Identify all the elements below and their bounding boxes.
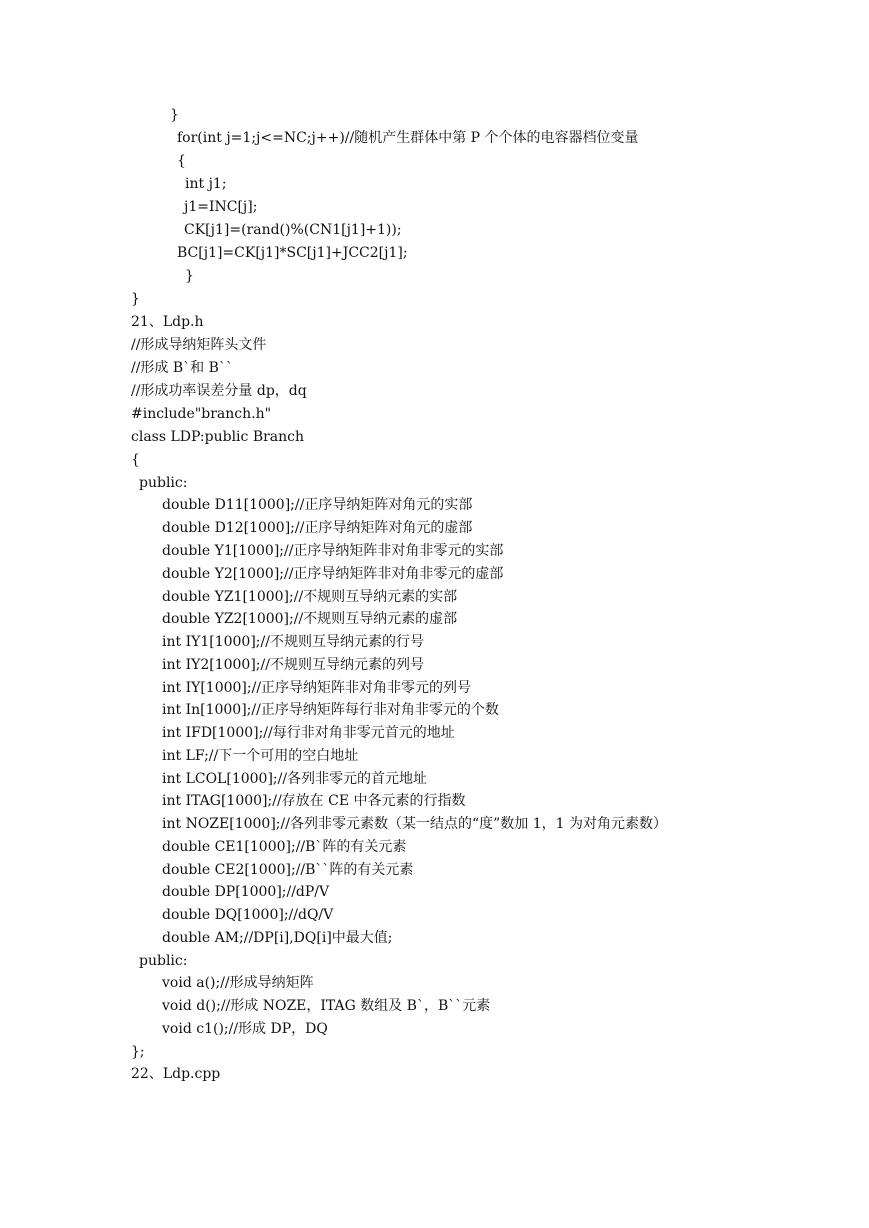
code-line: int j1;	[185, 176, 227, 192]
code-line: double Y2[1000];//正序导纳矩阵非对角非零元的虚部	[162, 566, 504, 582]
code-line: {	[131, 452, 140, 468]
code-line: #include"branch.h"	[131, 406, 272, 422]
code-line: //形成功率误差分量 dp，dq	[131, 383, 307, 399]
code-line: BC[j1]=CK[j1]*SC[j1]+JCC2[j1];	[177, 245, 408, 261]
code-line: double DQ[1000];//dQ/V	[162, 907, 334, 923]
code-line: int LCOL[1000];//各列非零元的首元地址	[162, 771, 428, 787]
code-line: //形成导纳矩阵头文件	[131, 337, 267, 353]
code-line: class LDP:public Branch	[131, 429, 305, 445]
code-line: double DP[1000];//dP/V	[162, 884, 330, 900]
code-line: }	[131, 291, 140, 307]
code-line: void a();//形成导纳矩阵	[162, 975, 314, 991]
code-line: int IY1[1000];//不规则互导纳元素的行号	[162, 634, 424, 650]
code-line: public:	[139, 475, 188, 491]
code-line: void d();//形成 NOZE，ITAG 数组及 B`，B``元素	[162, 998, 491, 1014]
code-line: CK[j1]=(rand()%(CN1[j1]+1));	[184, 222, 402, 238]
code-line: double AM;//DP[i],DQ[i]中最大值;	[162, 930, 393, 946]
code-line: void c1();//形成 DP，DQ	[162, 1021, 328, 1037]
code-line: {	[177, 153, 186, 169]
code-line: int NOZE[1000];//各列非零元素数（某一结点的“度”数加 1，1 为对角元素数）	[162, 816, 667, 832]
code-line: int In[1000];//正序导纳矩阵每行非对角非零元的个数	[162, 702, 499, 718]
code-line: int ITAG[1000];//存放在 CE 中各元素的行指数	[162, 793, 466, 809]
code-line: int LF;//下一个可用的空白地址	[162, 748, 359, 764]
code-line: double D11[1000];//正序导纳矩阵对角元的实部	[162, 497, 473, 513]
code-line: double YZ1[1000];//不规则互导纳元素的实部	[162, 589, 458, 605]
code-line: for(int j=1;j<=NC;j++)//随机产生群体中第 P 个个体的电容器档位变量	[177, 130, 639, 146]
code-line: j1=INC[j];	[184, 199, 258, 215]
code-line: int IFD[1000];//每行非对角非零元首元的地址	[162, 725, 455, 741]
section-heading: 21、Ldp.h	[131, 314, 204, 330]
code-line: double CE2[1000];//B``阵的有关元素	[162, 862, 414, 878]
code-line: public:	[139, 953, 188, 969]
code-line: int IY[1000];//正序导纳矩阵非对角非零元的列号	[162, 680, 472, 696]
code-line: double YZ2[1000];//不规则互导纳元素的虚部	[162, 611, 458, 627]
code-line: double D12[1000];//正序导纳矩阵对角元的虚部	[162, 520, 473, 536]
section-heading: 22、Ldp.cpp	[131, 1066, 221, 1082]
code-line: double Y1[1000];//正序导纳矩阵非对角非零元的实部	[162, 543, 504, 559]
code-line: }	[170, 107, 179, 123]
code-line: int IY2[1000];//不规则互导纳元素的列号	[162, 657, 424, 673]
code-line: double CE1[1000];//B`阵的有关元素	[162, 839, 407, 855]
code-line: }	[185, 268, 194, 284]
code-line: //形成 B`和 B``	[131, 360, 233, 376]
code-line: };	[131, 1044, 145, 1060]
